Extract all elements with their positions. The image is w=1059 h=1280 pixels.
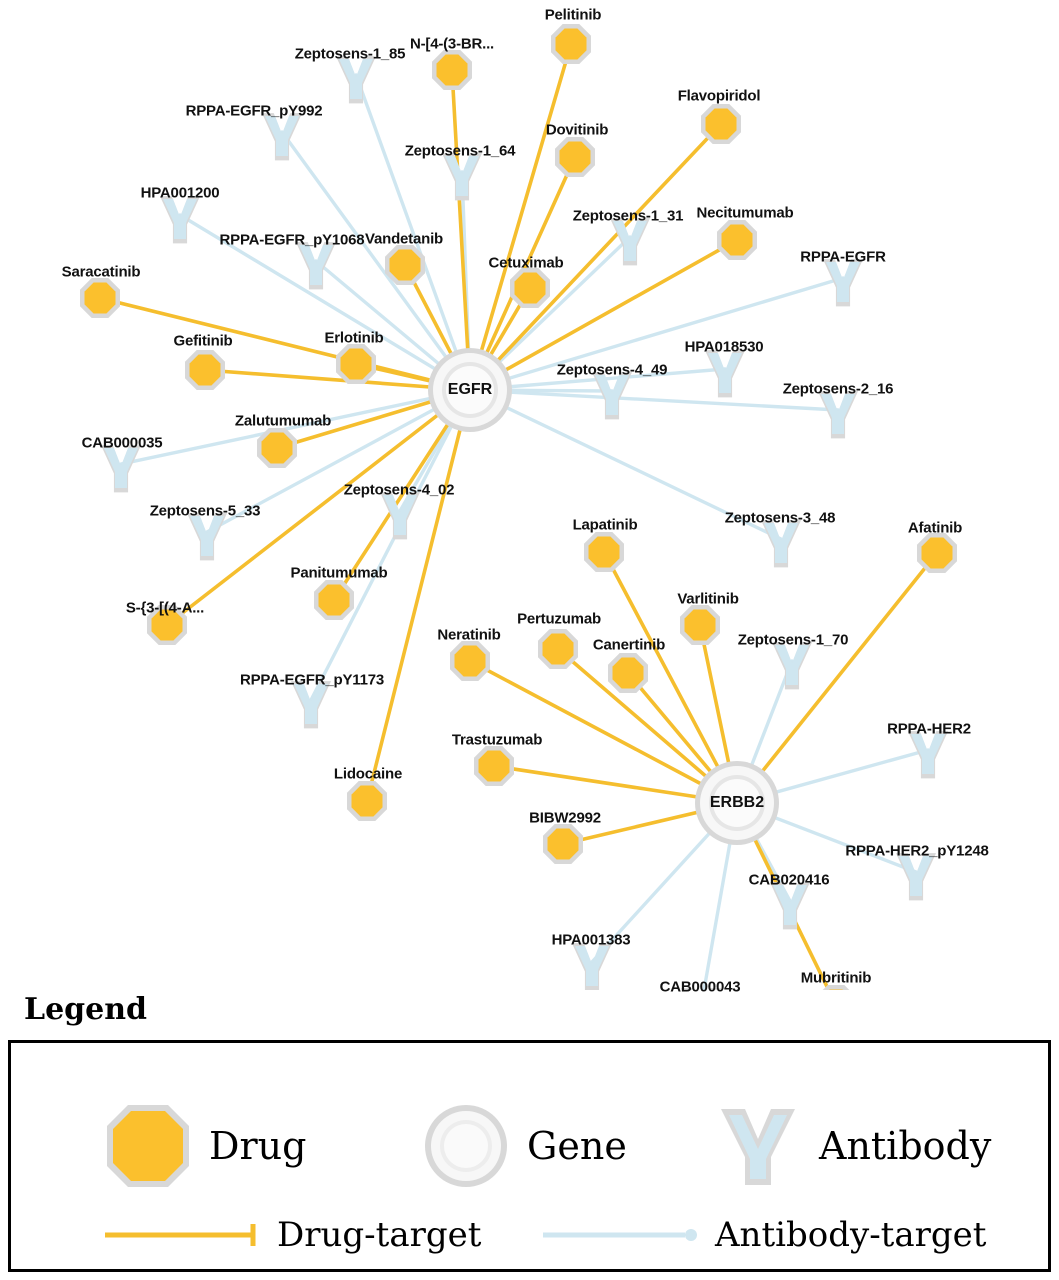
antibody-label: Zeptosens-2_16 [782, 380, 894, 398]
drug-label: Cetuximab [488, 254, 564, 272]
edge [452, 70, 470, 390]
drug-label: Afatinib [907, 519, 963, 537]
drug-node[interactable] [538, 629, 578, 669]
antibody-label: CAB000043 [659, 978, 741, 996]
drug-node[interactable] [608, 653, 648, 693]
antibody-shape [708, 353, 742, 393]
antibody-label: Zeptosens-3_48 [724, 509, 836, 527]
antibody-node[interactable] [442, 153, 482, 200]
antibody-label: Zeptosens-1_64 [404, 142, 516, 160]
drug-node[interactable] [555, 137, 595, 177]
drug-target-edge-icon [103, 1221, 263, 1249]
antibody-label: RPPA-EGFR [800, 248, 886, 266]
antibody-label: Zeptosens-5_33 [149, 502, 261, 520]
antibody-label: Zeptosens-1_31 [572, 207, 684, 225]
drug-label: Erlotinib [324, 329, 384, 347]
drug-node[interactable] [510, 268, 550, 308]
drug-node[interactable] [717, 220, 757, 260]
antibody-label: Zeptosens-1_85 [294, 45, 406, 63]
drug-label: BIBW2992 [529, 809, 601, 827]
drug-shape [262, 433, 293, 464]
gene-icon [419, 1099, 513, 1193]
antibody-node[interactable] [572, 943, 612, 990]
antibody-shape [163, 199, 197, 239]
legend-item-gene [419, 1099, 627, 1193]
drug-shape [85, 283, 116, 314]
drug-shape [190, 355, 221, 386]
drug-label: Canertinib [592, 636, 666, 654]
drug-shape [560, 142, 591, 173]
drug-node[interactable] [336, 344, 376, 384]
drug-shape [319, 585, 350, 616]
legend-label-antibody: Antibody [819, 1124, 992, 1168]
antibody-label: Zeptosens-1_70 [737, 631, 849, 649]
drug-node[interactable] [701, 104, 741, 144]
legend-label-antibody-target: Antibody-target [715, 1215, 987, 1255]
antibody-shape [764, 523, 798, 563]
drug-shape [722, 225, 753, 256]
antibody-shape [899, 856, 933, 896]
drug-label: Gefitinib [173, 332, 233, 350]
antibody-node[interactable] [296, 242, 336, 289]
drug-label: Dovitinib [545, 121, 609, 139]
drug-node[interactable] [385, 245, 425, 285]
drug-shape [352, 786, 383, 817]
gene-label: EGFR [447, 381, 493, 398]
edge [737, 553, 937, 803]
drug-shape [556, 29, 587, 60]
drug-node[interactable] [584, 532, 624, 572]
antibody-label: RPPA-EGFR_pY992 [185, 102, 323, 120]
drug-shape [548, 829, 579, 860]
drug-node[interactable] [80, 278, 120, 318]
drug-label: Saracatinib [61, 263, 141, 281]
legend-label-drug: Drug [209, 1124, 307, 1168]
drug-label: Varlitinib [677, 590, 739, 608]
drug-label: Panitumumab [290, 564, 388, 582]
drug-label: S-{3-[(4-A... [125, 599, 205, 617]
drug-label: N-[4-(3-BR... [409, 35, 495, 53]
drug-shape [706, 109, 737, 140]
antibody-target-edge-icon [541, 1221, 701, 1249]
antibody-shape [445, 156, 479, 196]
drug-shape [589, 537, 620, 568]
antibody-label: Zeptosens-4_02 [343, 481, 455, 499]
antibody-label: HPA001383 [551, 931, 631, 949]
drug-node[interactable] [474, 746, 514, 786]
drug-node[interactable] [432, 50, 472, 90]
antibody-node[interactable] [101, 445, 141, 492]
antibody-label: Zeptosens-4_49 [556, 361, 668, 379]
antibody-label: RPPA-HER2 [887, 720, 971, 738]
antibody-node[interactable] [610, 218, 650, 265]
legend-box [8, 1040, 1051, 1272]
drug-label: Mubritinib [800, 969, 872, 987]
legend-title: Legend [24, 992, 148, 1027]
antibody-shape [294, 684, 328, 724]
drug-label: Necitumumab [696, 204, 794, 222]
drug-label: Neratinib [437, 626, 501, 644]
antibody-label: RPPA-EGFR_pY1173 [239, 671, 385, 689]
antibody-shape [339, 59, 373, 99]
antibody-shape [299, 245, 333, 285]
drug-node[interactable] [680, 605, 720, 645]
edge [311, 390, 470, 700]
antibody-node[interactable] [770, 882, 810, 929]
antibody-label: HPA001200 [140, 184, 220, 202]
antibody-label: RPPA-EGFR_pY1068 [219, 231, 365, 249]
drug-label: Vandetanib [364, 230, 444, 248]
drug-icon [101, 1099, 195, 1193]
drug-shape [479, 751, 510, 782]
drug-node[interactable] [347, 781, 387, 821]
antibody-shape [613, 221, 647, 261]
drug-shape [685, 610, 716, 641]
drug-label: Pelitinib [544, 6, 602, 24]
drug-shape [341, 349, 372, 380]
antibody-label: CAB000035 [81, 434, 163, 452]
drug-node[interactable] [185, 350, 225, 390]
antibody-shape [595, 375, 629, 415]
antibody-node[interactable] [336, 56, 376, 103]
antibody-shape [821, 394, 855, 434]
drug-label: Trastuzumab [451, 731, 543, 749]
antibody-icon [711, 1099, 805, 1193]
drug-node[interactable] [543, 824, 583, 864]
drug-shape [455, 646, 486, 677]
gene-label: ERBB2 [709, 794, 765, 811]
legend-item-antibody-target [541, 1215, 986, 1255]
drug-label: Lidocaine [333, 765, 403, 783]
antibody-node[interactable] [705, 350, 745, 397]
drug-shape [613, 658, 644, 689]
drug-label: Flavopiridol [677, 87, 761, 105]
antibody-node[interactable] [818, 391, 858, 438]
drug-label: Zalutumumab [234, 412, 332, 430]
antibody-node[interactable] [160, 196, 200, 243]
antibody-node[interactable] [761, 520, 801, 567]
antibody-shape [104, 448, 138, 488]
antibody-shape [190, 516, 224, 556]
legend-item-drug-target [103, 1215, 481, 1255]
drug-shape [437, 55, 468, 86]
antibody-label: RPPA-HER2_pY1248 [845, 842, 989, 860]
antibody-shape [775, 645, 809, 685]
drug-shape [515, 273, 546, 304]
drug-shape [543, 634, 574, 665]
drug-node[interactable] [551, 24, 591, 64]
antibody-shape [773, 885, 807, 925]
drug-node[interactable] [314, 580, 354, 620]
antibody-node[interactable] [896, 853, 936, 900]
drug-label: Pertuzumab [517, 610, 601, 628]
antibody-label: HPA018530 [684, 338, 764, 356]
drug-shape [922, 538, 953, 569]
drug-node[interactable] [257, 428, 297, 468]
legend-label-gene: Gene [527, 1124, 627, 1168]
legend-item-drug [101, 1099, 306, 1193]
drug-node[interactable] [450, 641, 490, 681]
drug-label: Lapatinib [572, 516, 638, 534]
antibody-label: CAB020416 [748, 871, 830, 889]
antibody-node[interactable] [772, 642, 812, 689]
antibody-node[interactable] [187, 513, 227, 560]
drug-node[interactable] [917, 533, 957, 573]
legend-label-drug-target: Drug-target [277, 1215, 482, 1255]
antibody-shape [575, 946, 609, 986]
legend-item-antibody [711, 1099, 991, 1193]
drug-shape [390, 250, 421, 281]
